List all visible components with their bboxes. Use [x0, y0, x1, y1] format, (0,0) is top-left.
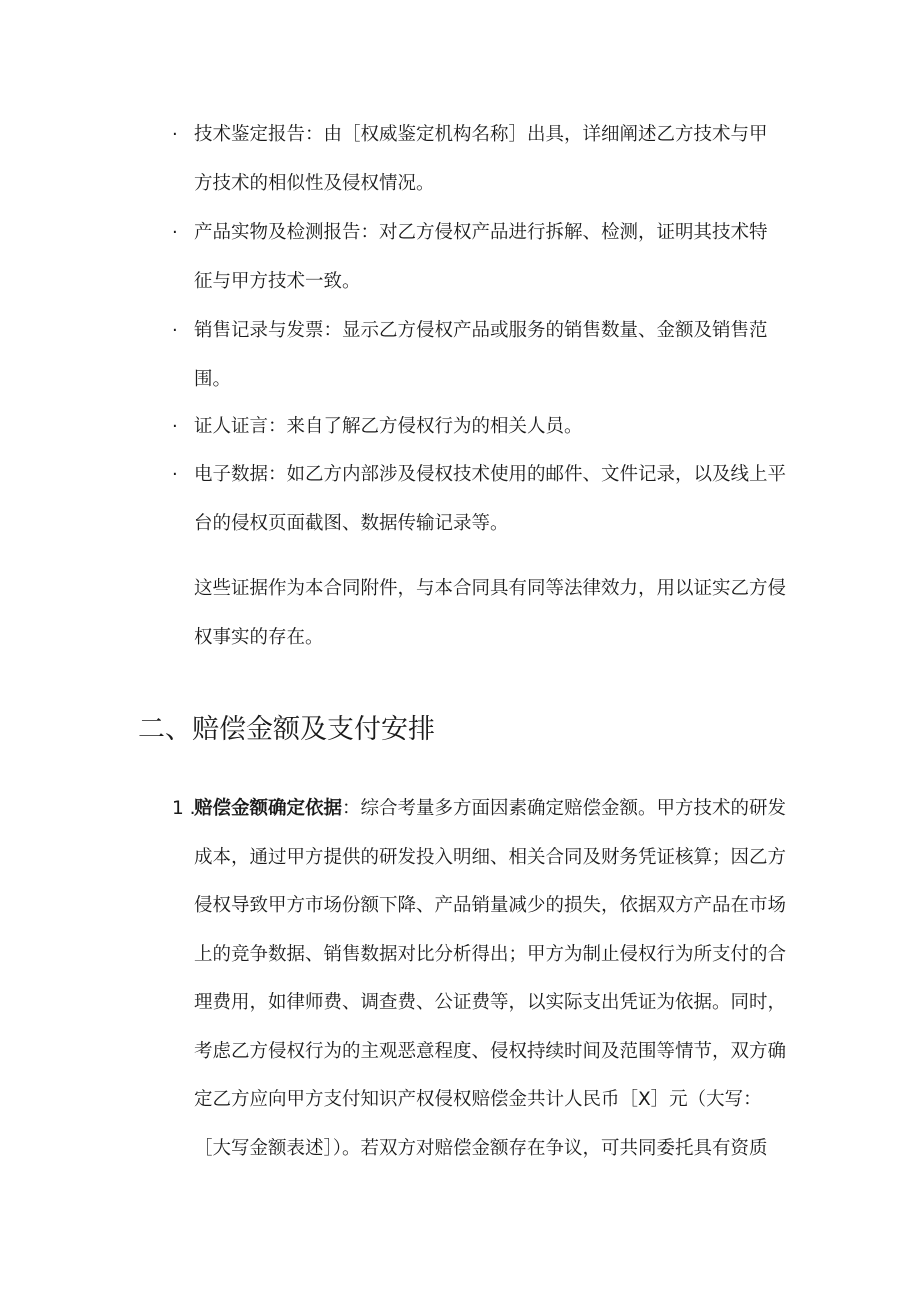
bullet-marker: ·: [172, 124, 178, 145]
bullet-marker: ·: [172, 222, 178, 243]
evidence-text-line: 销售记录与发票：显示乙方侵权产品或服务的销售数量、金额及销售范: [194, 320, 768, 341]
evidence-text-line: 方技术的相似性及侵权情况。: [194, 173, 435, 194]
evidence-item-electronic-data: [172, 450, 792, 548]
compensation-basis-item: [172, 785, 792, 1173]
item-text-line: 考虑乙方侵权行为的主观恶意程度、侵权持续时间及范围等情节，双方确: [194, 1040, 787, 1062]
evidence-item-sales-records: [172, 306, 792, 404]
item-first-line-text: ：综合考量多方面因素确定赔偿金额。甲方技术的研发: [342, 798, 787, 819]
summary-line: 这些证据作为本合同附件，与本合同具有同等法律效力，用以证实乙方侵: [194, 578, 787, 599]
evidence-summary-paragraph: [194, 564, 794, 662]
item-text-line: 上的竞争数据、销售数据对比分析得出；甲方为制止侵权行为所支付的合: [194, 943, 787, 965]
item-text-line: ［大写金额表述］）。若双方对赔偿金额存在争议，可共同委托具有资质: [194, 1137, 768, 1159]
bullet-marker: ·: [172, 320, 178, 341]
item-text-line: 定乙方应向甲方支付知识产权侵权赔偿金共计人民币［X］元（大写：: [194, 1089, 762, 1110]
item-number: 1 .: [172, 798, 196, 819]
summary-line: 权事实的存在。: [194, 627, 324, 648]
evidence-text-line: 证人证言：来自了解乙方侵权行为的相关人员。: [194, 416, 583, 437]
evidence-text-line: 产品实物及检测报告：对乙方侵权产品进行拆解、检测，证明其技术特: [194, 222, 768, 243]
bullet-marker: ·: [172, 416, 178, 437]
item-bold-label: 赔偿金额确定依据: [194, 798, 343, 819]
evidence-text-line: 台的侵权页面截图、数据传输记录等。: [194, 513, 509, 534]
evidence-text-line: 技术鉴定报告：由［权威鉴定机构名称］出具，详细阐述乙方技术与甲: [194, 124, 768, 145]
evidence-item-tech-appraisal: [172, 110, 792, 208]
evidence-text-line: 围。: [194, 369, 232, 390]
item-text-line: 成本，通过甲方提供的研发投入明细、相关合同及财务凭证核算；因乙方: [194, 846, 787, 868]
section-heading: 二、赔偿金额及支付安排: [138, 714, 435, 745]
item-first-line: [194, 785, 792, 834]
evidence-text-line: 征与甲方技术一致。: [194, 271, 361, 292]
item-text-line: 侵权导致甲方市场份额下降、产品销量减少的损失，依据双方产品在市场: [194, 895, 787, 916]
item-text-line: 理费用，如律师费、调查费、公证费等，以实际支出凭证为依据。同时，: [194, 992, 787, 1013]
evidence-item-witness: [172, 402, 792, 451]
evidence-item-product-test: [172, 208, 792, 306]
evidence-text-line: 电子数据：如乙方内部涉及侵权技术使用的邮件、文件记录，以及线上平: [194, 464, 787, 485]
bullet-marker: ·: [172, 464, 178, 485]
